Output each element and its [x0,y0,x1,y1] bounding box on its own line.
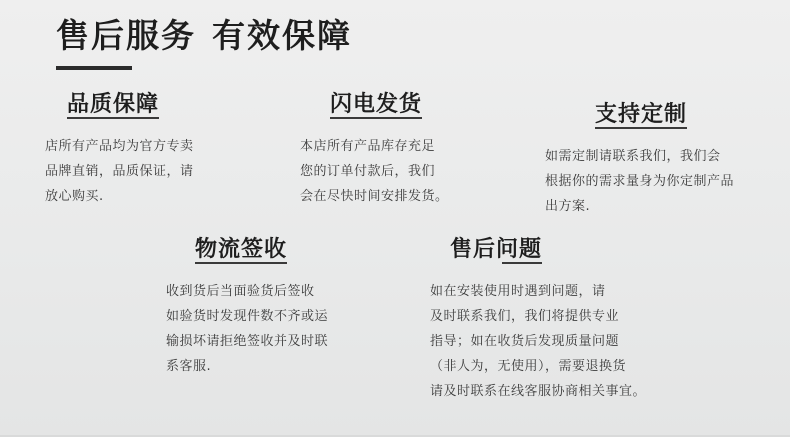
banner-title-block [56,14,352,70]
body-line: 店所有产品均为官方专卖 [45,139,194,154]
title-underline [56,66,132,70]
service-heading-customization [595,100,687,130]
body-line: 如在安装使用时遇到问题，请 [430,284,606,299]
service-card-logistics [160,235,390,379]
body-line: 本店所有产品库存充足 [300,139,436,154]
service-card-quality [45,90,260,209]
heading-underline [595,127,687,129]
body-line: 如需定制请联系我们，我们会 [545,149,721,164]
body-line: 系客服. [166,359,212,374]
heading-underline [67,117,159,119]
body-line: 收到货后当面验货后签收 [166,284,315,299]
body-line: 及时联系我们，我们将提供专业 [430,309,620,324]
service-heading-logistics [195,235,287,265]
body-line: 品牌直销，品质保证，请 [45,164,194,179]
page-title-part1: 售后服务 [56,16,196,55]
body-line: 会在尽快时间安排发货。 [300,189,449,204]
service-card-after-sales [420,235,680,404]
service-heading-quality-text: 品质保障 [67,92,160,117]
service-card-shipping [300,90,515,209]
service-heading-quality [67,90,159,120]
service-heading-logistics-text: 物流签收 [195,237,288,262]
heading-underline [195,262,287,264]
page-title [56,14,352,58]
body-line: 指导；如在收货后发现质量问题 [430,334,620,349]
service-body-quality [45,134,260,209]
service-heading-customization-text: 支持定制 [595,102,688,127]
body-line: （非人为，无使用），需要退换货 [430,359,627,374]
service-body-shipping [300,134,515,209]
service-heading-after-sales-text: 售后问题 [450,237,543,262]
body-line: 放心购买. [45,189,104,204]
service-card-customization [545,100,775,219]
service-body-customization [545,144,775,219]
body-line: 您的订单付款后，我们 [300,164,436,179]
service-body-logistics [166,279,390,379]
service-body-after-sales [430,279,680,404]
body-line: 输损坏请拒绝签收并及时联 [166,334,329,349]
service-heading-shipping-text: 闪电发货 [330,92,423,117]
body-line: 如验货时发现件数不齐或运 [166,309,329,324]
heading-underline [502,262,542,264]
service-heading-shipping [330,90,422,120]
body-line: 根据你的需求量身为你定制产品 [545,174,735,189]
page-title-part2: 有效保障 [212,16,352,55]
body-line: 请及时联系在线客服协商相关事宜。 [430,384,647,399]
service-heading-after-sales [450,235,542,265]
heading-underline [330,117,422,119]
body-line: 出方案. [545,199,591,214]
